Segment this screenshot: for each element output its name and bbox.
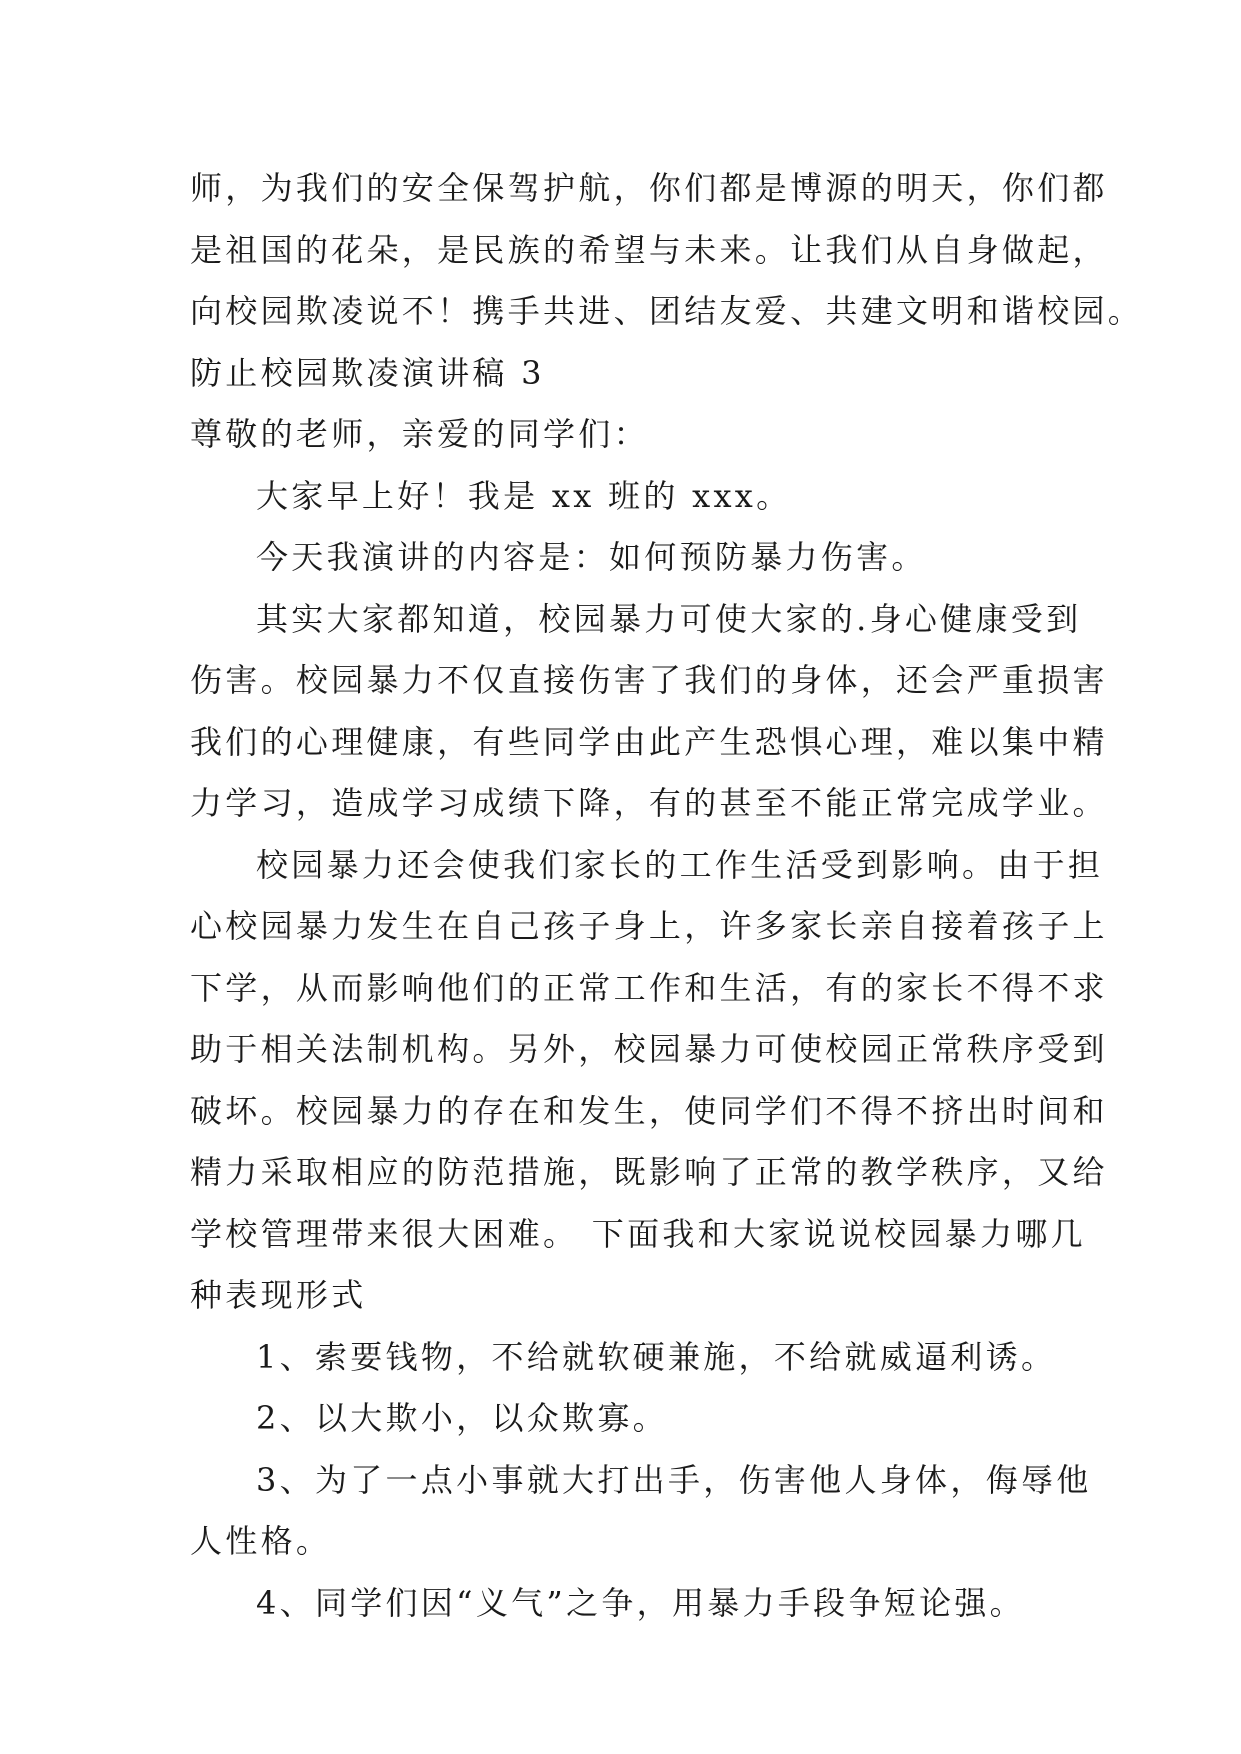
section-heading: 防止校园欺凌演讲稿 3 (190, 353, 545, 392)
text-line: 伤害。校园暴力不仅直接伤害了我们的身体，还会严重损害 (190, 661, 1108, 699)
text-line: 学校管理带来很大困难。 下面我和大家说说校园暴力哪几 (190, 1214, 1086, 1253)
text-line: 校园暴力还会使我们家长的工作生活受到影响。由于担 (256, 845, 1104, 884)
list-item: 4、同学们因“义气”之争，用暴力手段争短论强。 (256, 1583, 1025, 1622)
text-line: 精力采取相应的防范措施，既影响了正常的教学秩序，又给 (190, 1153, 1108, 1191)
text-line: 心校园暴力发生在自己孩子身上，许多家长亲自接着孩子上 (190, 907, 1108, 945)
list-item: 1、索要钱物，不给就软硬兼施，不给就威逼利诱。 (256, 1337, 1057, 1376)
text-line: 破坏。校园暴力的存在和发生，使同学们不得不挤出时间和 (190, 1091, 1108, 1130)
text-line: 是祖国的花朵，是民族的希望与未来。让我们从自身做起， (190, 230, 1108, 269)
list-item: 3、为了一点小事就大打出手，伤害他人身体，侮辱他 (256, 1460, 1092, 1499)
text-line: 今天我演讲的内容是：如何预防暴力伤害。 (256, 538, 927, 576)
text-line: 下学，从而影响他们的正常工作和生活，有的家长不得不求 (190, 968, 1108, 1007)
text-line: 大家早上好！我是 xx 班的 xxx。 (256, 476, 792, 515)
salutation: 尊敬的老师，亲爱的同学们： (190, 415, 649, 453)
list-item: 2、以大欺小，以众欺寡。 (256, 1399, 668, 1437)
text-line: 师，为我们的安全保驾护航，你们都是博源的明天，你们都 (190, 169, 1108, 207)
document-body (190, 158, 1144, 1634)
text-line: 力学习，造成学习成绩下降，有的甚至不能正常完成学业。 (190, 784, 1108, 822)
text-line: 我们的心理健康，有些同学由此产生恐惧心理，难以集中精 (190, 722, 1108, 761)
text-line: 其实大家都知道，校园暴力可使大家的.身心健康受到 (256, 599, 1082, 638)
text-line: 人性格。 (190, 1522, 332, 1560)
text-line: 向校园欺凌说不！携手共进、团结友爱、共建文明和谐校园。 (190, 292, 1144, 330)
text-line: 种表现形式 (190, 1276, 367, 1314)
text-line: 助于相关法制机构。另外，校园暴力可使校园正常秩序受到 (190, 1030, 1108, 1068)
